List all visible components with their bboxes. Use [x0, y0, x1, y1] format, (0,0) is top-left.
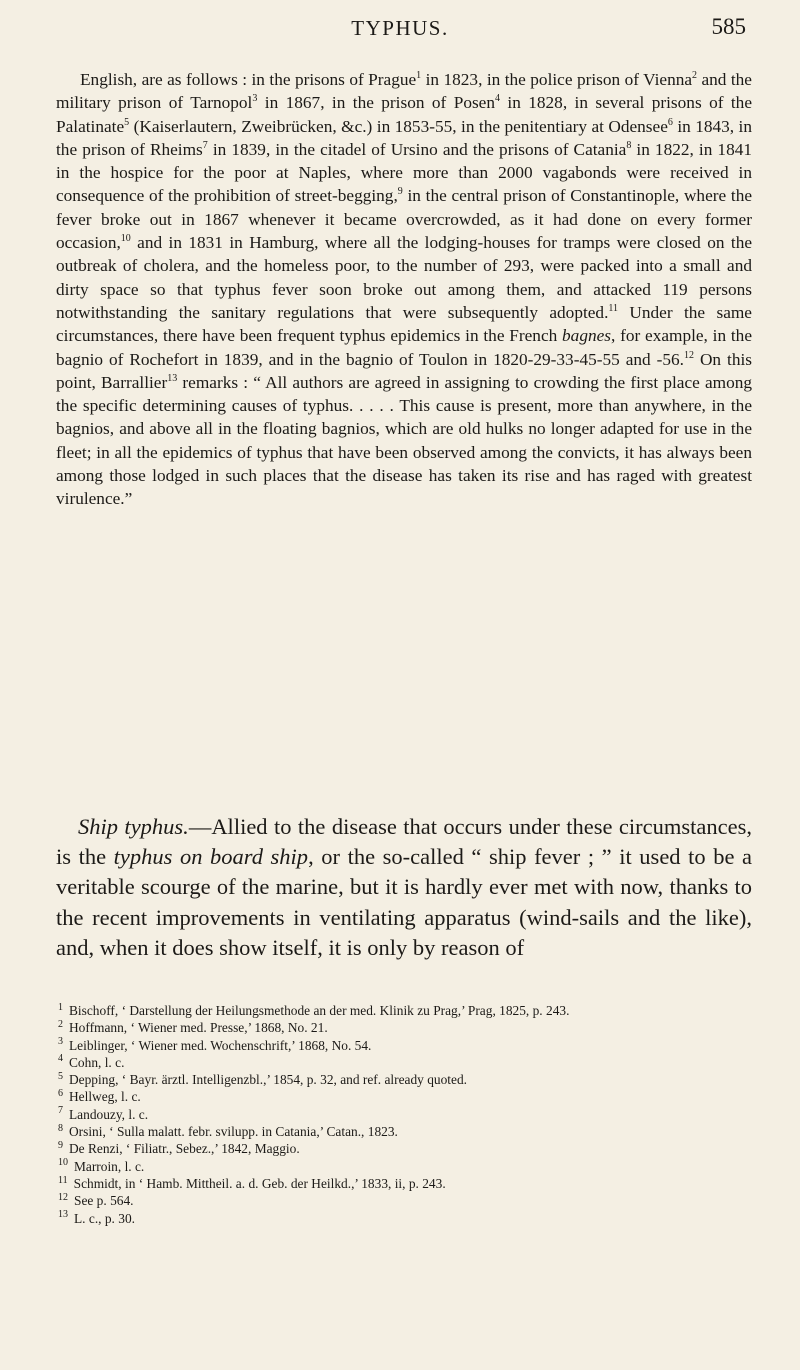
footnote — [56, 1037, 752, 1054]
footnote — [56, 1054, 752, 1071]
section-heading: Ship typhus. — [78, 814, 189, 839]
text-run: and the military prison of Tarnopol — [56, 70, 752, 113]
footnote-ref: 9 — [397, 186, 403, 198]
footnote-text: Orsini, ‘ Sulla malatt. febr. svilupp. in Catania,’ Catan., 1823. — [69, 1124, 398, 1140]
footnote-number: 2 — [58, 1018, 63, 1030]
emphasis-bagnes: bagnes — [562, 326, 611, 346]
text-run: in 1828, in several prisons of the Palatinate — [56, 93, 752, 136]
section-paragraph — [56, 812, 752, 963]
text-run: in the central prison of Constantinople, where the fever broke out in 1867 whenever it became overcrowded, as it had done on every former occasion, — [56, 186, 753, 253]
footnote-number: 9 — [58, 1139, 63, 1151]
footnote-text: Cohn, l. c. — [69, 1054, 125, 1070]
footnote-ref: 3 — [252, 93, 258, 105]
footnote-text: Marroin, l. c. — [74, 1158, 145, 1174]
footnote-text: De Renzi, ‘ Filiatr., Sebez.,’ 1842, Maggio. — [69, 1141, 300, 1157]
text-run: in 1823, in the police prison of Vienna — [421, 70, 693, 89]
footnote-ref: 10 — [120, 233, 131, 245]
footnote-number: 1 — [58, 1001, 63, 1013]
footnote — [56, 1106, 752, 1123]
footnote-text: Hellweg, l. c. — [69, 1089, 141, 1105]
text-run: and in 1831 in Hamburg, where all the lodging-houses for tramps were closed on the outbreak of cholera, and the homeless poor, to the number of 293, were packed into a small and dirty space so that typhus fever soon broke out among them, and attacked 119 persons notwithstanding the sanitary regulations that were subsequently adopted. — [56, 233, 752, 322]
text-run: (Kaiserlautern, Zweibrücken, &c.) in 1853-55, in the penitentiary at Odensee — [129, 116, 668, 136]
page-header — [0, 12, 800, 48]
footnote — [56, 1019, 752, 1036]
footnote-text: L. c., p. 30. — [74, 1210, 135, 1226]
text-run: English, are as follows : in the prisons of Prague — [80, 70, 417, 89]
text-run: , for example, in the bagnio of Rochefort in 1839, and in the bagnio of Toulon in 1820-29-33-45-55 and -56. — [56, 326, 752, 369]
footnote — [56, 1123, 752, 1140]
footnote-ref: 5 — [124, 116, 130, 128]
footnote-number: 5 — [58, 1070, 63, 1082]
footnote-ref: 8 — [626, 140, 632, 152]
footnote — [56, 1158, 752, 1175]
footnote-ref: 4 — [495, 93, 500, 105]
footnote-ref: 6 — [667, 116, 673, 128]
text-run: remarks : “ All authors are agreed in assigning to crowding the first place among the specific determining causes of typhus. . . . . This cause is present, more than anywhere, in the bagnios, and above all in the floating bagnios, which are old hulks no longer adapted for use in the fleet; in all the epidemics of typhus that have been observed among the convicts, it has always been among those lodged in such places that the disease has taken its rise and has raged with greatest virulence.” — [56, 372, 753, 509]
footnote — [56, 1175, 752, 1192]
footnote — [56, 1192, 752, 1209]
footnote-number: 4 — [58, 1053, 63, 1065]
emphasis-term: typhus on board ship — [113, 844, 309, 870]
text-run: —Allied to the disease that occurs under these circumstances, is the — [56, 814, 752, 870]
footnote-text: See p. 564. — [74, 1193, 134, 1209]
footnote-text: Schmidt, in ‘ Hamb. Mittheil. a. d. Geb. der Heilkd.,’ 1833, ii, p. 243. — [73, 1175, 446, 1191]
text-run: in 1822, in 1841 in the hospice for the poor at Naples, where more than 2000 vagabonds were received in consequence of the prohibition of street-begging, — [56, 139, 752, 206]
text-run: On this point, Barrallier — [56, 349, 752, 392]
footnote-text: Landouzy, l. c. — [69, 1106, 149, 1122]
footnotes — [56, 1002, 752, 1227]
footnote-number: 11 — [58, 1174, 68, 1186]
footnote-number: 7 — [58, 1105, 63, 1117]
footnote-ref: 12 — [684, 349, 694, 361]
footnote-number: 6 — [58, 1088, 63, 1100]
footnote-ref: 2 — [692, 70, 698, 82]
text-run: in 1843, in the prison of Rheims — [56, 116, 753, 159]
footnote — [56, 1140, 752, 1157]
page-number: 585 — [711, 14, 746, 39]
footnote — [56, 1002, 752, 1019]
text-run: in 1867, in the prison of Posen — [257, 93, 495, 113]
footnote-number: 3 — [58, 1036, 63, 1048]
footnote-ref: 1 — [416, 70, 422, 82]
footnote-text: Depping, ‘ Bayr. ärztl. Intelligenzbl.,’ 1854, p. 32, and ref. already quoted. — [69, 1072, 467, 1088]
footnote-number: 12 — [58, 1191, 68, 1203]
footnote-number: 10 — [58, 1157, 68, 1169]
footnote-ref: 11 — [608, 303, 619, 315]
footnote-number: 13 — [58, 1209, 68, 1221]
footnote-text: Leiblinger, ‘ Wiener med. Wochenschrift,’ 1868, No. 54. — [69, 1037, 372, 1053]
footnote-text: Hoffmann, ‘ Wiener med. Presse,’ 1868, No. 21. — [69, 1020, 328, 1036]
footnote-ref: 13 — [167, 373, 178, 385]
text-run: in 1839, in the citadel of Ursino and the prisons of Catania — [207, 139, 627, 159]
footnote-ref: 7 — [202, 140, 208, 152]
text-run: , or the so-called “ ship fever ; ” it used to be a veritable scourge of the marine, but it is hardly ever met with now, thanks to the recent improvements in ventilating apparatus (wind-sails and the like), and, when it does show itself, it is only by reason of — [56, 844, 752, 960]
footnote — [56, 1088, 752, 1105]
footnote — [56, 1071, 752, 1088]
footnote-text: Bischoff, ‘ Darstellung der Heilungsmethode an der med. Klinik zu Prag,’ Prag, 1825, p. 243. — [69, 1003, 570, 1018]
running-title: TYPHUS. — [351, 16, 449, 40]
body-paragraph — [56, 68, 752, 511]
footnote — [56, 1210, 752, 1227]
footnote-number: 8 — [58, 1122, 63, 1134]
text-run: Under the same circumstances, there have been frequent typhus epidemics in the French — [56, 302, 752, 346]
